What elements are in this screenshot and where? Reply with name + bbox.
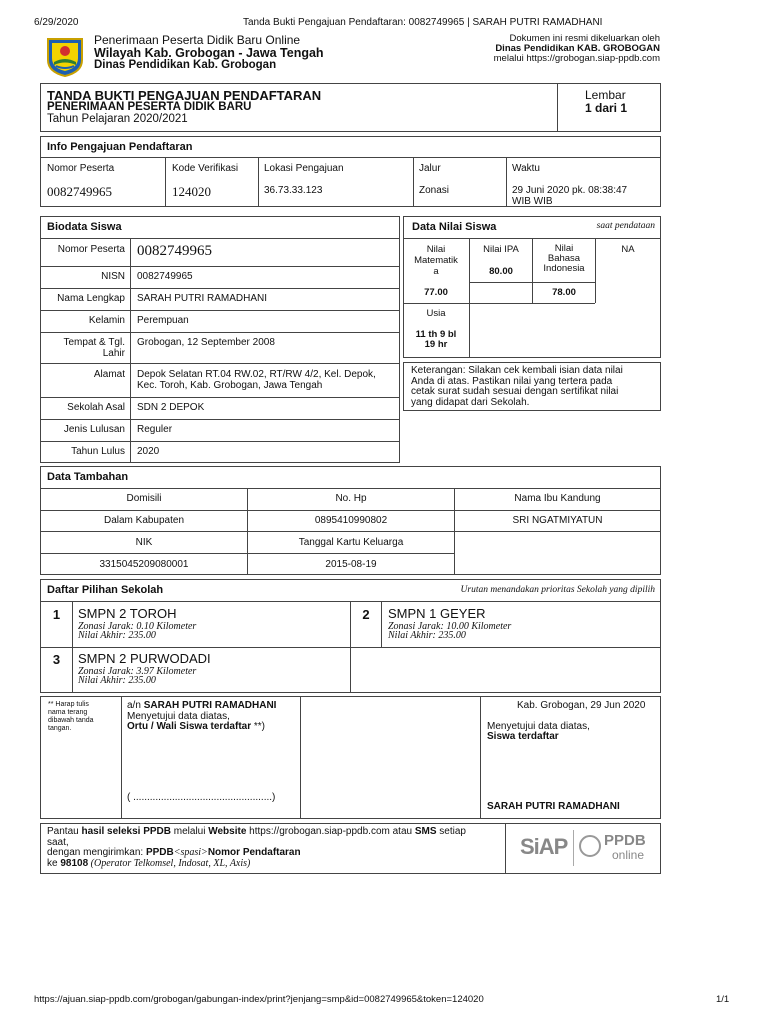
nilai-bi-header: Nilai Bahasa Indonesia: [543, 243, 585, 274]
print-title: Tanda Bukti Pengajuan Pendaftaran: 0082749965 | SARAH PUTRI RAMADHANI: [243, 17, 603, 28]
official-note-2: Dinas Pendidikan KAB. GROBOGAN: [495, 43, 660, 54]
info-lokasi-value: 36.73.33.123: [264, 185, 323, 196]
tambahan-domisili-header: Domisili: [126, 493, 162, 504]
info-jalur-value: Zonasi: [419, 185, 450, 196]
pilihan-1-name: SMPN 2 TOROH: [78, 606, 177, 621]
signature-place-date: Kab. Grobogan, 29 Jun 2020: [517, 700, 646, 711]
usia-value: 11 th 9 bl 19 hr: [415, 329, 457, 350]
tambahan-hp-value: 0895410990802: [314, 515, 388, 526]
bio-label-nisn: NISN: [101, 271, 125, 282]
org-line3: Dinas Pendidikan Kab. Grobogan: [94, 59, 277, 71]
sheet-label: Lembar: [585, 88, 626, 102]
info-header-kode: Kode Verifikasi: [172, 163, 239, 174]
tambahan-domisili-value: Dalam Kabupaten: [103, 515, 185, 526]
pilihan-note: Urutan menandakan prioritas Sekolah yang dipilih: [460, 585, 655, 595]
keterangan-text: Keterangan: Silakan cek kembali isian data nilai Anda di atas. Pastikan nilai yang tertera pada cetak surat sudah sesuai dengan sertifikat nilai yang didapat dari Sekolah.: [411, 365, 623, 408]
doc-subtitle: PENERIMAAN PESERTA DIDIK BARU: [47, 101, 252, 113]
sheet-value: 1 dari 1: [585, 101, 628, 115]
info-kode-value: 124020: [172, 184, 211, 199]
grobogan-logo: [44, 36, 86, 78]
nilai-ipa-header: Nilai IPA: [483, 244, 519, 255]
bio-label-tahun: Tahun Lulus: [71, 446, 125, 457]
tambahan-hp-header: No. Hp: [335, 493, 367, 504]
info-waktu-value-1: 29 Juni 2020 pk. 08:38:47: [512, 185, 628, 196]
pilihan-1-jarak: Zonasi Jarak: 0.10 Kilometer: [78, 621, 197, 632]
bio-value-tahun: 2020: [137, 446, 160, 457]
pilihan-3-number: 3: [52, 652, 61, 667]
signature-an: a/n SARAH PUTRI RAMADHANI: [127, 700, 277, 711]
siap-logo: SiAP: [520, 834, 568, 859]
pilihan-2-number: 2: [362, 607, 370, 622]
pilihan-3-jarak: Zonasi Jarak: 3.97 Kilometer: [78, 666, 197, 677]
tambahan-nik-header: NIK: [135, 537, 153, 548]
print-date: 6/29/2020: [34, 17, 79, 28]
bio-label-kelamin: Kelamin: [88, 315, 125, 326]
org-line1: Penerimaan Peserta Didik Baru Online: [94, 33, 301, 47]
nilai-ipa-value: 80.00: [489, 266, 513, 277]
print-page-number: 1/1: [716, 994, 730, 1005]
signature-instruction: ** Harap tulis nama terang dibawah tanda tangan.: [48, 701, 94, 732]
bio-value-sekolah: SDN 2 DEPOK: [137, 402, 205, 413]
pilihan-1-nilai: Nilai Akhir: 235.00: [78, 630, 156, 641]
tambahan-ibu-value: SRI NGATMIYATUN: [512, 515, 603, 526]
signature-ortu: Ortu / Wali Siswa terdaftar **): [127, 721, 266, 732]
bio-value-nomor: 0082749965: [137, 243, 212, 259]
bio-label-nomor: Nomor Peserta: [57, 244, 125, 255]
bio-label-lulusan: Jenis Lulusan: [63, 424, 125, 435]
tambahan-tkk-value: 2015-08-19: [325, 559, 377, 570]
ppdb-online-logo: online: [612, 848, 645, 862]
doc-year: Tahun Pelajaran 2020/2021: [47, 113, 188, 125]
signature-setuju-ortu: Menyetujui data diatas,: [127, 711, 230, 722]
org-line2: Wilayah Kab. Grobogan - Jawa Tengah: [94, 46, 324, 60]
nilai-section-title: Data Nilai Siswa: [412, 221, 497, 233]
ppdb-logo: PPDB: [604, 832, 646, 849]
info-header-nomor: Nomor Peserta: [47, 163, 115, 174]
usia-label: Usia: [426, 308, 446, 319]
bio-label-nama: Nama Lengkap: [57, 293, 125, 304]
doc-title: TANDA BUKTI PENGAJUAN PENDAFTARAN: [47, 88, 322, 103]
pilihan-3-name: SMPN 2 PURWODADI: [78, 651, 211, 666]
print-url: https://ajuan.siap-ppdb.com/grobogan/gabungan-index/print?jenjang=smp&id=0082749965&token=124020: [34, 994, 484, 1005]
biodata-section-title: Biodata Siswa: [47, 221, 122, 233]
pilihan-2-name: SMPN 1 GEYER: [388, 606, 486, 621]
bio-value-alamat-1: Depok Selatan RT.04 RW.02, RT/RW 4/2, Kel. Depok,: [137, 369, 376, 380]
info-header-lokasi: Lokasi Pengajuan: [264, 163, 344, 174]
official-note-3: melalui https://grobogan.siap-ppdb.com: [493, 53, 660, 64]
pilihan-3-nilai: Nilai Akhir: 235.00: [78, 675, 156, 686]
pilihan-1-number: 1: [52, 607, 61, 622]
info-header-jalur: Jalur: [419, 163, 441, 174]
bio-label-ttl-2: Lahir: [102, 348, 125, 359]
nilai-mat-value: 77.00: [424, 287, 448, 298]
signature-siswa-name: SARAH PUTRI RAMADHANI: [487, 801, 620, 812]
nilai-na-header: NA: [621, 244, 635, 255]
bio-value-nisn: 0082749965: [137, 271, 193, 282]
pilihan-2-jarak: Zonasi Jarak: 10.00 Kilometer: [388, 621, 512, 632]
pilihan-section-title: Daftar Pilihan Sekolah: [47, 584, 164, 596]
nilai-note: saat pendataan: [596, 221, 655, 231]
signature-setuju-siswa: Menyetujui data diatas,: [487, 721, 590, 732]
tambahan-section-title: Data Tambahan: [47, 471, 129, 483]
info-section-title: Info Pengajuan Pendaftaran: [47, 141, 193, 153]
nilai-bi-value: 78.00: [552, 287, 576, 298]
tambahan-tkk-header: Tanggal Kartu Keluarga: [298, 537, 404, 548]
bio-value-alamat-2: Kec. Toroh, Kab. Grobogan, Jawa Tengah: [137, 380, 323, 391]
info-header-waktu: Waktu: [512, 163, 540, 174]
info-waktu-value-2: WIB WIB: [512, 196, 553, 207]
signature-ortu-line: ( ..................................................): [127, 792, 276, 803]
nilai-mat-header: Nilai Matematik a: [414, 244, 458, 277]
bio-value-kelamin: Perempuan: [137, 315, 189, 326]
tambahan-ibu-header: Nama Ibu Kandung: [514, 493, 601, 504]
signature-siswa-label: Siswa terdaftar: [487, 731, 559, 742]
info-nomor-value: 0082749965: [47, 184, 112, 199]
bio-label-sekolah: Sekolah Asal: [67, 402, 125, 413]
tambahan-nik-value: 3315045209080001: [99, 559, 189, 570]
footer-info-text: Pantau hasil seleksi PPDB melalui Website https://grobogan.siap-ppdb.com atau SMS setiap saat, dengan mengirimkan: PPDB<spasi>Nomor Pendaftaran ke 98108 (Operator Telkomsel, Indosat, XL, Axis): [47, 826, 466, 869]
bio-value-nama: SARAH PUTRI RAMADHANI: [137, 293, 268, 304]
bio-label-ttl-1: Tempat & Tgl.: [63, 337, 125, 348]
bio-value-lulusan: Reguler: [137, 424, 173, 435]
ppdb-emblem-icon: [579, 835, 601, 857]
bio-value-ttl: Grobogan, 12 September 2008: [137, 337, 275, 348]
official-note-1: Dokumen ini resmi dikeluarkan oleh: [509, 33, 660, 44]
bio-label-alamat: Alamat: [93, 369, 125, 380]
pilihan-2-nilai: Nilai Akhir: 235.00: [388, 630, 466, 641]
